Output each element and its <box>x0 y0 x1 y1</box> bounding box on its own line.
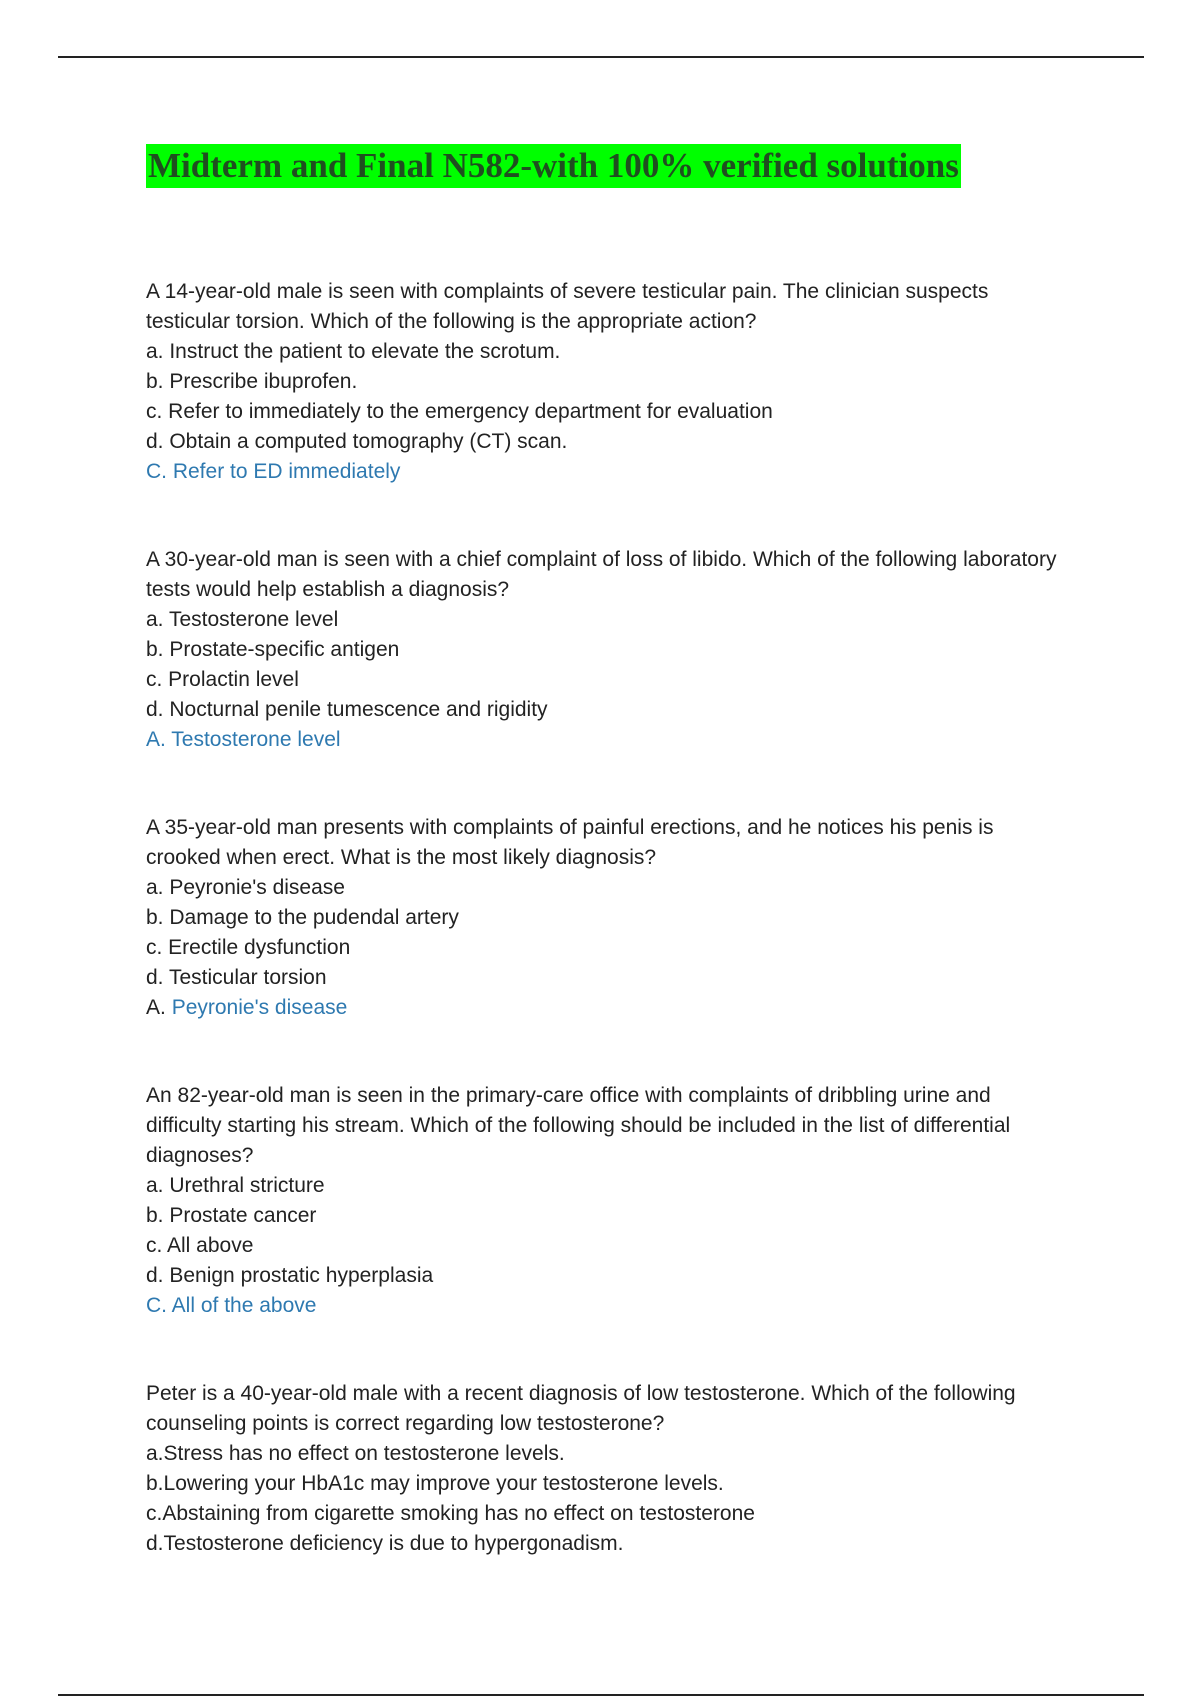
option-d: d. Testicular torsion <box>146 966 327 989</box>
question-stem: Peter is a 40-year-old male with a recent diagnosis of low testosterone. Which of the following counseling points is correct regarding low testosterone? <box>146 1382 1016 1435</box>
option-c: c. Erectile dysfunction <box>146 936 351 959</box>
option-c: c. Refer to immediately to the emergency department for evaluation <box>146 400 773 423</box>
header-rule <box>58 56 1144 58</box>
option-d: d. Nocturnal penile tumescence and rigidity <box>146 698 548 721</box>
question-4 <box>146 1081 1066 1321</box>
question-1 <box>146 277 1066 487</box>
option-d: d. Benign prostatic hyperplasia <box>146 1264 434 1287</box>
option-c: c. Prolactin level <box>146 668 299 691</box>
option-b: b. Prostate-specific antigen <box>146 638 400 661</box>
question-stem: An 82-year-old man is seen in the primary-care office with complaints of dribbling urine and difficulty starting his stream. Which of the following should be included in the list of differential diagnoses? <box>146 1084 1011 1167</box>
option-b: b.Lowering your HbA1c may improve your testosterone levels. <box>146 1472 724 1495</box>
option-d: d.Testosterone deficiency is due to hypergonadism. <box>146 1532 624 1555</box>
option-b: b. Prescribe ibuprofen. <box>146 370 358 393</box>
option-b: b. Prostate cancer <box>146 1204 317 1227</box>
question-stem: A 30-year-old man is seen with a chief complaint of loss of libido. Which of the following laboratory tests would help establish a diagnosis? <box>146 548 1057 601</box>
question-stem: A 14-year-old male is seen with complaints of severe testicular pain. The clinician suspects testicular torsion. Which of the following is the appropriate action? <box>146 280 989 333</box>
answer-prefix: A. <box>146 996 172 1019</box>
question-5 <box>146 1379 1066 1559</box>
answer-text: A. Testosterone level <box>146 728 341 751</box>
footer-rule <box>58 1694 1144 1696</box>
document-body <box>146 144 1066 1559</box>
option-a: a.Stress has no effect on testosterone levels. <box>146 1442 565 1465</box>
option-b: b. Damage to the pudendal artery <box>146 906 459 929</box>
option-a: a. Testosterone level <box>146 608 339 631</box>
answer-line <box>146 993 1066 1023</box>
option-d: d. Obtain a computed tomography (CT) scan. <box>146 430 568 453</box>
answer-text: C. Refer to ED immediately <box>146 460 401 483</box>
option-a: a. Urethral stricture <box>146 1174 325 1197</box>
question-2 <box>146 545 1066 755</box>
option-a: a. Instruct the patient to elevate the scrotum. <box>146 340 561 363</box>
question-3 <box>146 813 1066 1023</box>
option-a: a. Peyronie's disease <box>146 876 345 899</box>
question-stem: A 35-year-old man presents with complaints of painful erections, and he notices his penis is crooked when erect. What is the most likely diagnosis? <box>146 816 994 869</box>
option-c: c.Abstaining from cigarette smoking has no effect on testosterone <box>146 1502 755 1525</box>
option-c: c. All above <box>146 1234 254 1257</box>
document-title: Midterm and Final N582-with 100% verified solutions <box>146 144 961 188</box>
answer-text: C. All of the above <box>146 1294 317 1317</box>
answer-text: Peyronie's disease <box>171 996 348 1019</box>
